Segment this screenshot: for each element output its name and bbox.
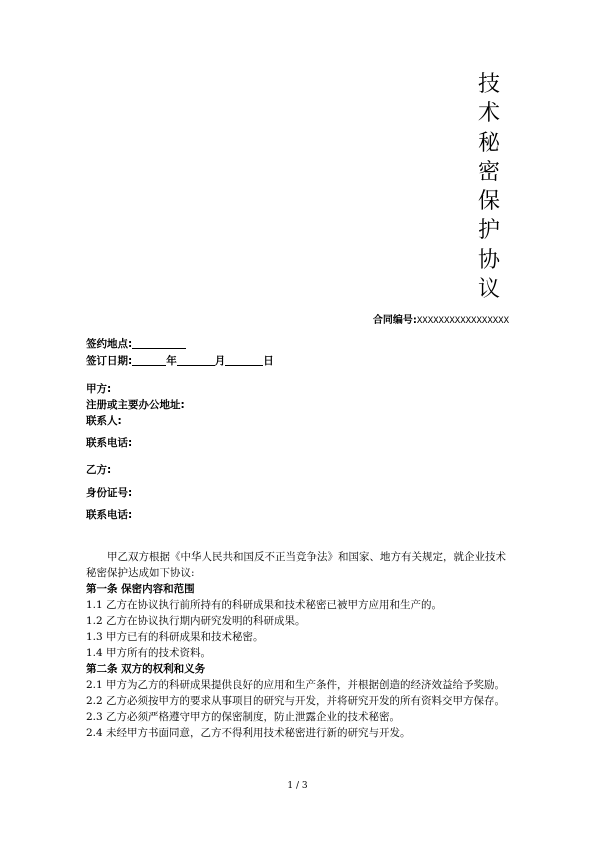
title-char: 技: [477, 72, 500, 97]
article-1-item: 1.2 乙方在协议执行期内研究发明的科研成果。: [86, 615, 306, 627]
article-1-item: 1.1 乙方在协议执行前所持有的科研成果和技术秘密已被甲方应用和生产的。: [86, 599, 443, 611]
party-a-address-label: 注册或主要办公地址:: [86, 399, 185, 411]
title-char: 秘: [477, 130, 500, 156]
party-b-label: 乙方:: [86, 464, 112, 476]
agreement-body: [86, 549, 512, 741]
article-2-item: 2.1 甲方为乙方的科研成果提供良好的应用和生产条件，并根据创造的经济效益给予奖励。: [86, 679, 506, 691]
contract-number-value: XXXXXXXXXXXXXXXXX: [416, 316, 509, 326]
sign-date: [86, 353, 274, 368]
month-blank: [177, 354, 215, 366]
sign-place-label: 签约地点:: [86, 338, 133, 350]
sign-place-blank: [132, 337, 186, 349]
year-label: 年: [166, 355, 177, 367]
sign-place: [86, 336, 186, 351]
contract-number-label: 合同编号:: [372, 315, 417, 326]
intro-paragraph: 甲乙双方根据《中华人民共和国反不正当竞争法》和国家、地方有关规定，就企业技术秘密保护达成如下协议:: [86, 551, 506, 579]
sign-date-label: 签订日期:: [86, 355, 133, 367]
article-2-heading: 第二条 双方的权利和义务: [86, 663, 206, 675]
party-a-contact-label: 联系人:: [86, 415, 122, 427]
party-a-label: 甲方:: [86, 383, 112, 395]
article-1-item: 1.4 甲方所有的技术资料。: [86, 647, 212, 659]
article-2-item: 2.2 乙方必须按甲方的要求从事项目的研究与开发，并将研究开发的所有资料交甲方保存。: [86, 695, 506, 707]
article-1-item: 1.3 甲方已有的科研成果和技术秘密。: [86, 631, 264, 643]
title-char: 密: [477, 159, 500, 185]
day-blank: [225, 354, 263, 366]
title-char: 议: [477, 277, 500, 303]
day-label: 日: [263, 355, 274, 367]
page-number: 1 / 3: [287, 781, 308, 791]
party-a-phone-label: 联系电话:: [86, 437, 133, 449]
title-char: 协: [477, 247, 500, 273]
year-blank: [132, 354, 166, 366]
title-char: 保: [477, 189, 500, 215]
party-b-phone-label: 联系电话:: [86, 509, 133, 521]
title-char: 护: [477, 218, 500, 244]
title-char: 术: [477, 101, 500, 127]
contract-number: [373, 311, 509, 326]
document-title: [474, 70, 504, 304]
party-b-id-label: 身份证号:: [86, 487, 133, 499]
article-2-item: 2.4 未经甲方书面同意，乙方不得利用技术秘密进行新的研究与开发。: [86, 727, 411, 739]
article-2-item: 2.3 乙方必须严格遵守甲方的保密制度，防止泄露企业的技术秘密。: [86, 711, 401, 723]
article-1-heading: 第一条 保密内容和范围: [86, 583, 195, 595]
month-label: 月: [214, 355, 226, 367]
